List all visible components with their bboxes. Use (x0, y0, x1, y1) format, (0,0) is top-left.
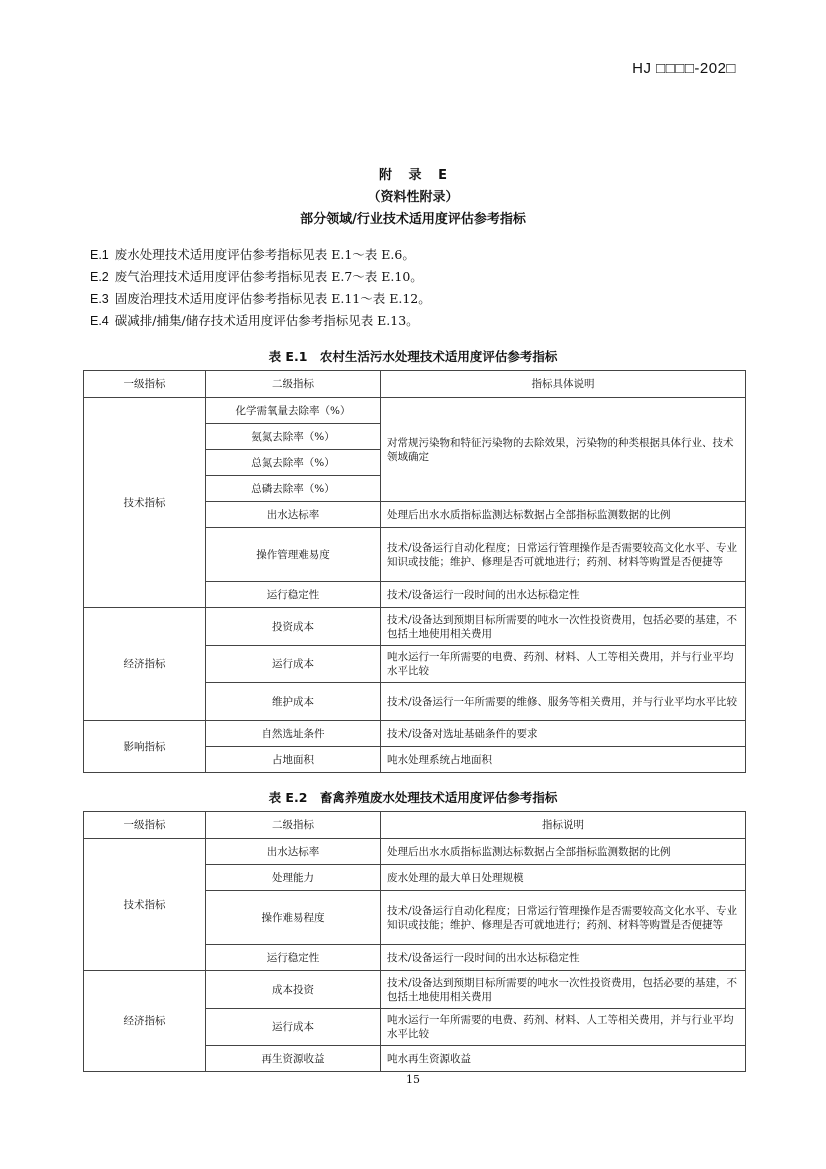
level2-cell: 总磷去除率（%） (206, 476, 381, 502)
desc-cell: 技术/设备达到预期目标所需要的吨水一次性投资费用，包括必要的基建，不包括土地使用相关费用 (381, 608, 746, 646)
appendix-title: 附 录 E (379, 168, 447, 183)
clause-text: 碳减排/捕集/储存技术适用度评估参考指标见表 E.13。 (114, 313, 419, 328)
clause-list (90, 244, 431, 332)
clause-number: E.2 (90, 270, 109, 284)
table-e1 (83, 370, 746, 773)
desc-cell: 技术/设备达到预期目标所需要的吨水一次性投资费用，包括必要的基建，不包括土地使用相关费用 (381, 971, 746, 1009)
column-header: 二级指标 (206, 812, 381, 839)
clause-text: 固废治理技术适用度评估参考指标见表 E.11～表 E.12。 (114, 291, 431, 306)
level2-cell: 处理能力 (206, 865, 381, 891)
table-row (84, 971, 746, 1009)
desc-cell: 吨水再生资源收益 (381, 1046, 746, 1072)
desc-cell: 技术/设备对选址基础条件的要求 (381, 721, 746, 747)
desc-cell: 吨水运行一年所需要的电费、药剂、材料、人工等相关费用，并与行业平均水平比较 (381, 1009, 746, 1046)
appendix-heading: 部分领域/行业技术适用度评估参考指标 (300, 212, 526, 227)
level2-cell: 成本投资 (206, 971, 381, 1009)
level2-cell: 运行成本 (206, 1009, 381, 1046)
level2-cell: 投资成本 (206, 608, 381, 646)
clause-text: 废气治理技术适用度评估参考指标见表 E.7～表 E.10。 (114, 269, 423, 284)
table-header-row (84, 371, 746, 398)
appendix-nature: （资料性附录） (367, 190, 459, 205)
desc-cell: 吨水处理系统占地面积 (381, 747, 746, 773)
level2-cell: 运行稳定性 (206, 945, 381, 971)
group-cell: 经济指标 (84, 971, 206, 1072)
table2-caption: 表 E.2 畜禽养殖废水处理技术适用度评估参考指标 (268, 790, 558, 805)
clause-item (90, 266, 431, 288)
level2-cell: 出水达标率 (206, 502, 381, 528)
level2-cell: 总氮去除率（%） (206, 450, 381, 476)
group-cell: 影响指标 (84, 721, 206, 773)
table-row (84, 721, 746, 747)
level2-cell: 操作难易程度 (206, 891, 381, 945)
desc-cell: 处理后出水水质指标监测达标数据占全部指标监测数据的比例 (381, 839, 746, 865)
clause-number: E.1 (90, 248, 109, 262)
desc-cell: 技术/设备运行一年所需要的维修、服务等相关费用，并与行业平均水平比较 (381, 683, 746, 721)
page-number: 15 (406, 1073, 420, 1086)
desc-cell: 处理后出水水质指标监测达标数据占全部指标监测数据的比例 (381, 502, 746, 528)
desc-cell: 技术/设备运行自动化程度；日常运行管理操作是否需要较高文化水平、专业知识或技能；维护、修理是否可就地进行；药剂、材料等购置是否便捷等 (381, 528, 746, 582)
group-cell: 技术指标 (84, 398, 206, 608)
desc-cell: 废水处理的最大单日处理规模 (381, 865, 746, 891)
clause-item (90, 310, 431, 332)
desc-cell: 吨水运行一年所需要的电费、药剂、材料、人工等相关费用，并与行业平均水平比较 (381, 646, 746, 683)
document-code: HJ □□□□-202□ (632, 60, 736, 77)
level2-cell: 出水达标率 (206, 839, 381, 865)
desc-cell: 技术/设备运行一段时间的出水达标稳定性 (381, 945, 746, 971)
table-row (84, 839, 746, 865)
clause-number: E.4 (90, 314, 109, 328)
clause-number: E.3 (90, 292, 109, 306)
column-header: 指标具体说明 (381, 371, 746, 398)
level2-cell: 自然选址条件 (206, 721, 381, 747)
group-cell: 技术指标 (84, 839, 206, 971)
level2-cell: 化学需氧量去除率（%） (206, 398, 381, 424)
level2-cell: 运行稳定性 (206, 582, 381, 608)
level2-cell: 运行成本 (206, 646, 381, 683)
column-header: 一级指标 (84, 812, 206, 839)
level2-cell: 维护成本 (206, 683, 381, 721)
level2-cell: 氨氮去除率（%） (206, 424, 381, 450)
table-row (84, 608, 746, 646)
column-header: 二级指标 (206, 371, 381, 398)
table-header-row (84, 812, 746, 839)
clause-item (90, 288, 431, 310)
column-header: 一级指标 (84, 371, 206, 398)
clause-text: 废水处理技术适用度评估参考指标见表 E.1～表 E.6。 (114, 247, 415, 262)
level2-cell: 再生资源收益 (206, 1046, 381, 1072)
desc-cell: 对常规污染物和特征污染物的去除效果，污染物的种类根据具体行业、技术领域确定 (381, 398, 746, 502)
level2-cell: 占地面积 (206, 747, 381, 773)
desc-cell: 技术/设备运行一段时间的出水达标稳定性 (381, 582, 746, 608)
table-e2 (83, 811, 746, 1072)
column-header: 指标说明 (381, 812, 746, 839)
group-cell: 经济指标 (84, 608, 206, 721)
table-row (84, 398, 746, 424)
level2-cell: 操作管理难易度 (206, 528, 381, 582)
table1-caption: 表 E.1 农村生活污水处理技术适用度评估参考指标 (268, 349, 558, 364)
clause-item (90, 244, 431, 266)
desc-cell: 技术/设备运行自动化程度；日常运行管理操作是否需要较高文化水平、专业知识或技能；维护、修理是否可就地进行；药剂、材料等购置是否便捷等 (381, 891, 746, 945)
